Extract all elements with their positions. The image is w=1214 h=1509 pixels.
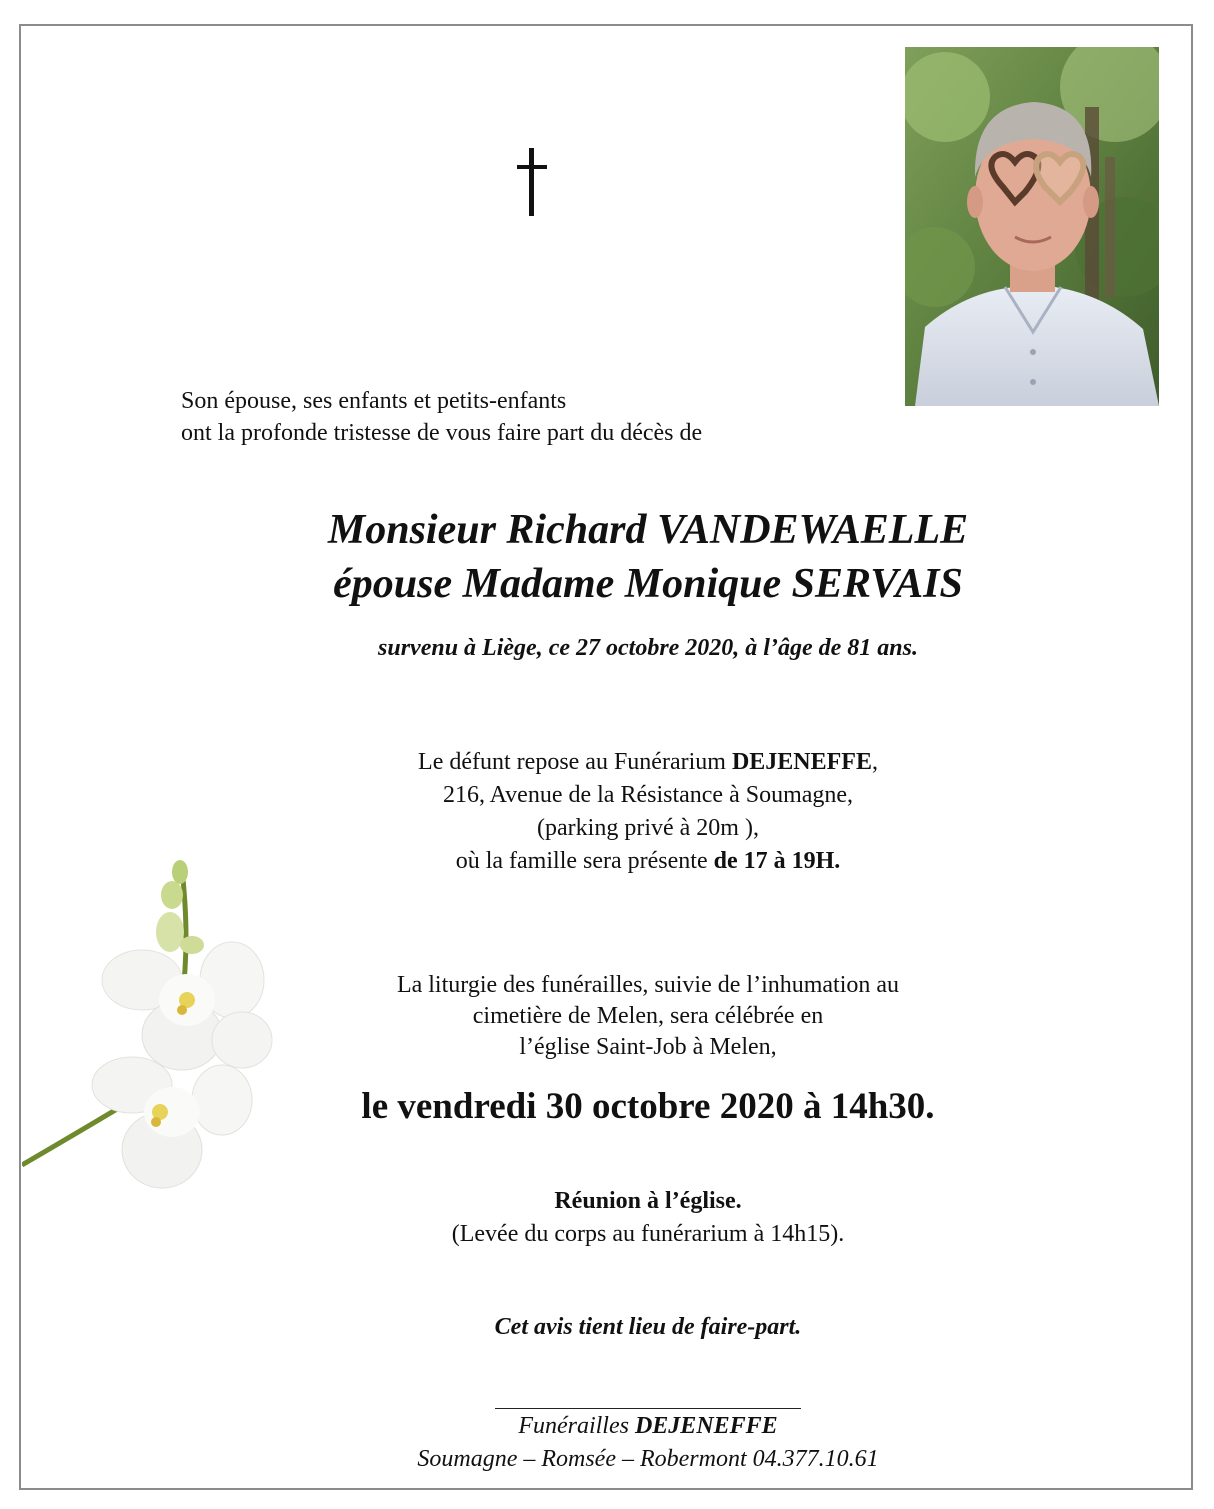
repose-line-1 (150, 746, 1146, 779)
spouse-name: épouse Madame Monique SERVAIS (333, 561, 963, 607)
footer-locations: Soumagne – Romsée – Robermont 04.377.10.61 (417, 1446, 879, 1472)
intro-text (181, 385, 702, 449)
liturgy-line-3: l’église Saint-Job à Melen, (519, 1034, 777, 1060)
footer-company (150, 1410, 1146, 1443)
portrait-photo (905, 47, 1159, 406)
ceremony-date: le vendredi 30 octobre 2020 à 14h30. (361, 1086, 935, 1127)
footer (150, 1410, 1146, 1476)
orchid-flower-icon (22, 850, 322, 1220)
liturgy-line-2: cimetière de Melen, sera célébrée en (472, 1003, 824, 1029)
intro-line-2: ont la profonde tristesse de vous faire part du décès de (181, 420, 703, 446)
reunion-line-1: Réunion à l’église. (554, 1188, 742, 1214)
repose-line-4-text: où la famille sera présente (455, 848, 714, 874)
reunion-line-2: (Levée du corps au funérarium à 14h15). (451, 1221, 845, 1247)
liturgy-line-1: La liturgie des funérailles, suivie de l’inhumation au (396, 972, 900, 998)
repose-line-1-text: Le défunt repose au Funérarium (418, 749, 732, 775)
repose-parking: (parking privé à 20m ), (537, 815, 759, 841)
intro-line-1: Son épouse, ses enfants et petits-enfants (181, 388, 567, 414)
repose-address: 216, Avenue de la Résistance à Soumagne, (442, 782, 854, 808)
funeral-home-name: DEJENEFFE (731, 749, 872, 775)
deceased-name-block (150, 503, 1146, 611)
cross-icon (504, 140, 564, 220)
death-notice: survenu à Liège, ce 27 octobre 2020, à l’âge de 81 ans. (378, 635, 918, 661)
footer-divider (495, 1408, 801, 1409)
deceased-name: Monsieur Richard VANDEWAELLE (327, 507, 969, 553)
footer-company-name: DEJENEFFE (634, 1413, 778, 1439)
visiting-hours: de 17 à 19H. (713, 848, 841, 874)
footer-company-prefix: Funérailles (518, 1413, 635, 1439)
repose-line-1-comma: , (871, 749, 878, 775)
notice-statement: Cet avis tient lieu de faire-part. (494, 1314, 802, 1340)
